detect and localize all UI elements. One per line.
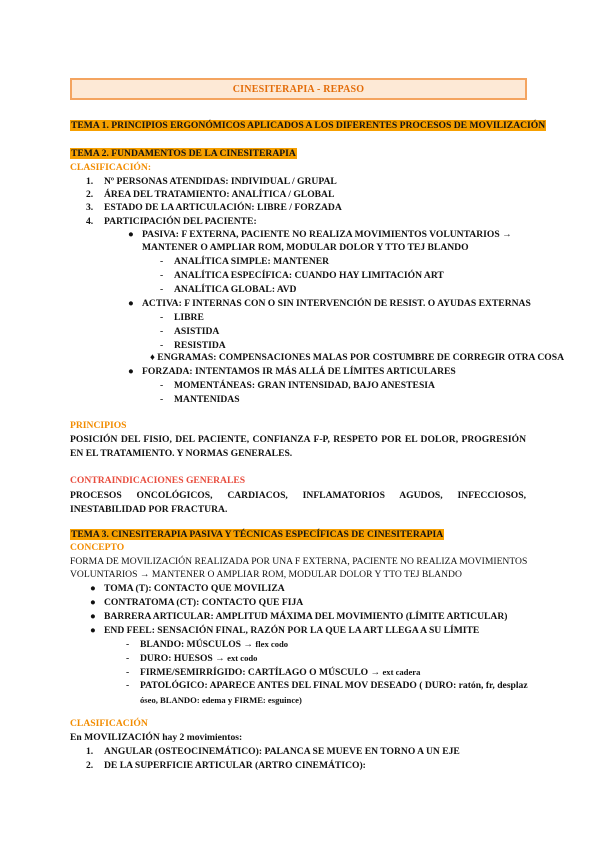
concepto-label: CONCEPTO <box>70 542 125 553</box>
endfeel-sub-patologico-cont: óseo, BLANDO: edema y FIRME: esguince) <box>140 695 302 705</box>
pasiva-sub-1: - ANALÍTICA SIMPLE: MANTENER <box>160 256 330 267</box>
bullet-icon: ● <box>128 229 134 240</box>
movilizacion-text: En MOVILIZACIÓN hay 2 movimientos: <box>70 732 243 743</box>
activa-item: ● ACTIVA: F INTERNAS CON O SIN INTERVENCIÓN DE RESIST. O AYUDAS EXTERNAS <box>128 298 531 309</box>
bullet-icon: ● <box>128 366 134 377</box>
bullet-icon: ● <box>90 611 96 622</box>
forzada-sub-1: - MOMENTÁNEAS: GRAN INTENSIDAD, BAJO ANESTESIA <box>160 380 435 391</box>
endfeel-sub-blando: - BLANDO: MÚSCULOS → flex codo <box>126 639 289 650</box>
concepto-text-2: VOLUNTARIOS → MANTENER O AMPLIAR ROM, MODULAR DOLOR Y TTO TEJ BLANDO <box>70 569 462 580</box>
principios-label: PRINCIPIOS <box>70 420 127 431</box>
tema2-clasificacion-label: CLASIFICACIÓN: <box>70 162 152 173</box>
contraindicaciones-text: PROCESOS ONCOLÓGICOS, CARDIACOS, INFLAMATORIOS AGUDOS, INFECCIOSOS, INESTABILIDAD POR FRACTURA. <box>70 490 526 515</box>
pasiva-sub-3: - ANALÍTICA GLOBAL: AVD <box>160 284 297 295</box>
barrera-item: ● BARRERA ARTICULAR: AMPLITUD MÁXIMA DEL MOVIMIENTO (LÍMITE ARTICULAR) <box>90 611 508 622</box>
toma-item: ● TOMA (T): CONTACTO QUE MOVILIZA <box>90 583 285 594</box>
contratoma-item: ● CONTRATOMA (CT): CONTACTO QUE FIJA <box>90 597 304 608</box>
pasiva-item-cont: MANTENER O AMPLIAR ROM, MODULAR DOLOR Y TTO TEJ BLANDO <box>142 242 469 253</box>
pasiva-item: ● PASIVA: F EXTERNA, PACIENTE NO REALIZA MOVIMIENTOS VOLUNTARIOS → <box>128 229 512 240</box>
forzada-item: ● FORZADA: INTENTAMOS IR MÁS ALLÁ DE LÍMITES ARTICULARES <box>128 366 456 377</box>
engramas-note: ♦ ENGRAMAS: COMPENSACIONES MALAS POR COSTUMBRE DE CORREGIR OTRA COSA <box>150 352 564 363</box>
mov-item-1: 1. ANGULAR (OSTEOCINEMÁTICO): PALANCA SE MUEVE EN TORNO A UN EJE <box>86 746 460 757</box>
pasiva-sub-2: - ANALÍTICA ESPECÍFICA: CUANDO HAY LIMITACIÓN ART <box>160 270 444 281</box>
bullet-icon: ● <box>128 298 134 309</box>
activa-sub-2: - ASISTIDA <box>160 326 220 337</box>
clasif-item-3: 3. ESTADO DE LA ARTICULACIÓN: LIBRE / FORZADA <box>86 202 342 213</box>
concepto-text-1: FORMA DE MOVILIZACIÓN REALIZADA POR UNA F EXTERNA, PACIENTE NO REALIZA MOVIMIENTOS <box>70 556 528 567</box>
bullet-icon: ● <box>90 597 96 608</box>
endfeel-sub-firme: - FIRME/SEMIRRÍGIDO: CARTÍLAGO O MÚSCULO → ext cadera <box>126 667 421 678</box>
principios-text: POSICIÓN DEL FISIO, DEL PACIENTE, CONFIANZA F-P, RESPETO POR EL DOLOR, PROGRESIÓN EN EL TRATAMIENTO. Y NORMAS GENERALES. <box>70 434 526 459</box>
forzada-sub-2: - MANTENIDAS <box>160 394 240 405</box>
document-title: CINESITERAPIA - REPASO <box>70 78 527 100</box>
activa-sub-3: - RESISTIDA <box>160 340 226 351</box>
activa-sub-1: - LIBRE <box>160 312 204 323</box>
tema3-heading: TEMA 3. CINESITERAPIA PASIVA Y TÉCNICAS ESPECÍFICAS DE CINESITERAPIA <box>71 529 444 540</box>
contraindicaciones-label: CONTRAINDICACIONES GENERALES <box>70 475 246 486</box>
mov-item-2: 2. DE LA SUPERFICIE ARTICULAR (ARTRO CINEMÁTICO): <box>86 760 366 771</box>
clasif-item-2: 2. ÁREA DEL TRATAMIENTO: ANALÍTICA / GLOBAL <box>86 189 335 200</box>
clasif-item-4: 4. PARTICIPACIÓN DEL PACIENTE: <box>86 216 257 227</box>
bullet-icon: ● <box>90 625 96 636</box>
endfeel-item: ● END FEEL: SENSACIÓN FINAL, RAZÓN POR LA QUE LA ART LLEGA A SU LÍMITE <box>90 625 480 636</box>
tema2-heading: TEMA 2. FUNDAMENTOS DE LA CINESITERAPIA <box>71 148 296 159</box>
tema3-clasificacion-label: CLASIFICACIÓN <box>70 718 148 729</box>
clasif-item-1: 1. Nº PERSONAS ATENDIDAS: INDIVIDUAL / GRUPAL <box>86 176 337 187</box>
endfeel-sub-patologico: - PATOLÓGICO: APARECE ANTES DEL FINAL MOV DESEADO ( DURO: ratón, fr, desplaz <box>126 680 528 691</box>
tema1-heading: TEMA 1. PRINCIPIOS ERGONÓMICOS APLICADOS A LOS DIFERENTES PROCESOS DE MOVILIZACIÓN <box>71 120 546 131</box>
bullet-icon: ● <box>90 583 96 594</box>
endfeel-sub-duro: - DURO: HUESOS → ext codo <box>126 653 258 664</box>
